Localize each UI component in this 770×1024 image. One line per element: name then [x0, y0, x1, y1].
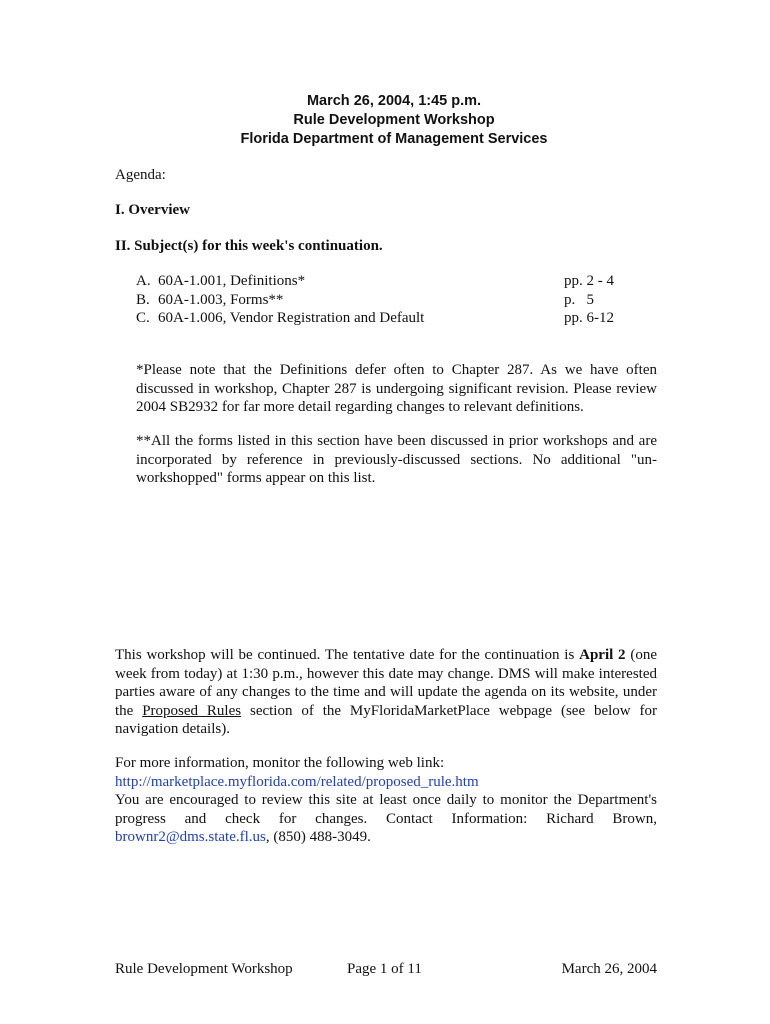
- section-subjects: II. Subject(s) for this week's continuation.: [115, 238, 383, 254]
- more-info-intro: For more information, monitor the following web link:: [115, 755, 445, 771]
- continuation-text-2: (one week from today) at 1:30 p.m., however this date may change. DMS will make interested parties aware of any changes to the time and will update the agenda on its website, under the: [115, 647, 657, 719]
- agenda-item-letter: B.: [136, 291, 150, 308]
- continuation-paragraph: [115, 646, 657, 739]
- document-title: [0, 92, 770, 149]
- continuation-date: April 2: [579, 647, 626, 663]
- agenda-item-pages: pp. 6-12: [564, 310, 614, 326]
- agenda-item-text: 60A-1.001, Definitions*: [158, 273, 306, 289]
- agenda-item-letter: C.: [136, 310, 150, 326]
- phone-text: , (850) 488-3049.: [265, 829, 371, 845]
- title-workshop: Rule Development Workshop: [293, 112, 495, 128]
- agenda-item-pages: pp. 2 - 4: [564, 273, 614, 289]
- agenda-list: [136, 272, 656, 328]
- agenda-item-pages: p. 5: [564, 291, 594, 308]
- agenda-item: [136, 272, 656, 291]
- forms-note: **All the forms listed in this section have been discussed in prior workshops and are incorporated by reference in previously-discussed sections. No additional "un-workshopped" forms appear on this list.: [136, 433, 657, 486]
- agenda-item: [136, 309, 656, 328]
- definitions-note: *Please note that the Definitions defer often to Chapter 287. As we have often discussed in workshop, Chapter 287 is undergoing significant revision. Please review 2004 SB2932 for far more detail regarding changes to relevant definitions.: [136, 362, 657, 415]
- agenda-item-text: 60A-1.006, Vendor Registration and Default: [158, 310, 425, 326]
- proposed-rules-link[interactable]: Proposed Rules: [142, 702, 242, 719]
- review-text: You are encouraged to review this site at least once daily to monitor the Department's progress and check for changes. Contact Information: Richard Brown,: [115, 792, 657, 827]
- proposed-rule-url-link[interactable]: http://marketplace.myflorida.com/related/proposed_rule.htm: [115, 773, 479, 790]
- email-link[interactable]: brownr2@dms.state.fl.us: [115, 829, 266, 845]
- agenda-item-text: 60A-1.003, Forms**: [158, 291, 284, 308]
- title-department: Florida Department of Management Services: [240, 131, 548, 147]
- footer-page-number: Page 1 of 11: [347, 961, 422, 977]
- footer-title: Rule Development Workshop: [115, 961, 293, 977]
- footer-date: March 26, 2004: [561, 961, 657, 977]
- agenda-label: Agenda:: [115, 167, 166, 183]
- title-date: March 26, 2004, 1:45 p.m.: [306, 93, 482, 109]
- continuation-text-3: section of the MyFloridaMarketPlace webpage (see below for navigation details).: [115, 702, 658, 737]
- agenda-item-letter: A.: [136, 273, 151, 289]
- agenda-item: [136, 291, 656, 310]
- continuation-text-1: This workshop will be continued. The tentative date for the continuation is: [115, 647, 580, 663]
- section-overview: I. Overview: [115, 202, 190, 218]
- more-info-paragraph: [115, 754, 657, 847]
